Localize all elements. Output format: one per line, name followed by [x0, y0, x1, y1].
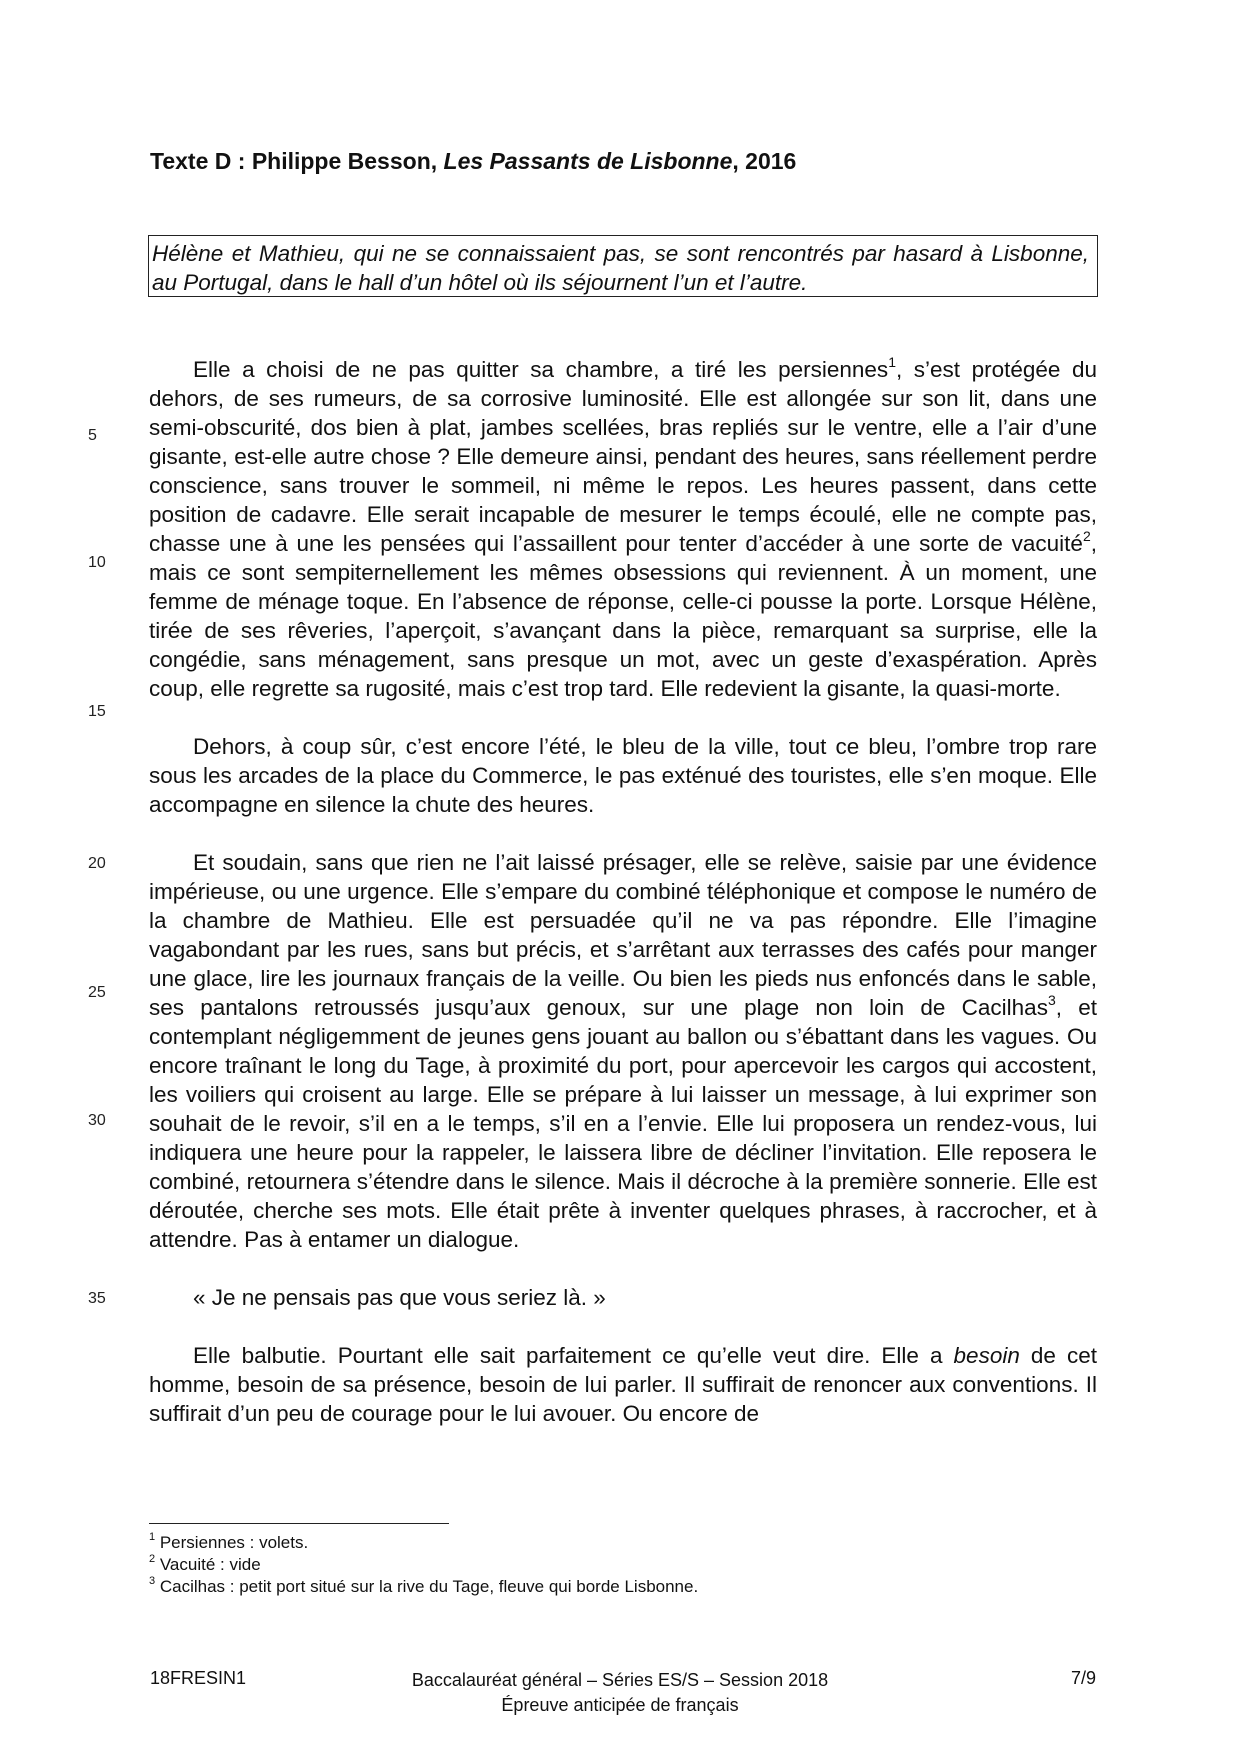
- line-number-30: 30: [88, 1112, 106, 1129]
- p3-part-a: Et soudain, sans que rien ne l’ait laissé présager, elle se relève, saisie par une évidence impérieuse, ou une urgence. Elle s’empare du combiné téléphonique et compose le numéro de la chambre de Mathieu. Elle est persuadée qu’il ne va pas répondre. Elle l’imagine vagabondant par les rues, sans but précis, et s’arrêtant aux terrasses des cafés pour manger une glace, lire les journaux français de la veille. Ou bien les pieds nus enfoncés dans le sable, ses pantalons retroussés jusqu’aux genoux, sur une plage non loin de Cacilhas: [149, 850, 1097, 1020]
- page-number: 7/9: [1070, 1668, 1096, 1688]
- paragraph-1: [149, 355, 1097, 703]
- text-body: [149, 355, 1097, 1428]
- p1-part-b: , s’est protégée du dehors, de ses rumeurs, de sa corrosive luminosité. Elle est allongée sur son lit, dans une semi-obscurité, dos bien à plat, jambes scellées, bras repliés sur le ventre, elle a l’air d’une gisante, est-elle autre chose ? Elle demeure ainsi, pendant des heures, sans réellement perdre conscience, sans trouver le sommeil, ni même le repos. Les heures passent, dans cette position de cadavre. Elle serait incapable de mesurer le temps écoulé, elle ne compte pas, chasse une à une les pensées qui l’assaillent pour tenter d’accéder à une sorte de vacuité: [149, 357, 1098, 556]
- paragraph-2: Dehors, à coup sûr, c’est encore l’été, le bleu de la ville, tout ce bleu, l’ombre trop rare sous les arcades de la place du Commerce, le pas exténué des touristes, elle s’en moque. Elle accompagne en silence la chute des heures.: [149, 734, 1097, 817]
- footnote-1-num: 1: [149, 1531, 156, 1544]
- line-number-35: 35: [88, 1290, 106, 1307]
- line-number-5: 5: [88, 427, 97, 444]
- line-number-20: 20: [88, 855, 106, 872]
- line-number-25: 25: [88, 984, 106, 1001]
- footnote-separator: [149, 1523, 449, 1524]
- footer-line-2: Épreuve anticipée de français: [501, 1695, 739, 1715]
- footnote-ref-2: 2: [1082, 527, 1091, 544]
- footer-center: [350, 1668, 890, 1718]
- title-prefix: Texte D : Philippe Besson,: [150, 148, 444, 174]
- paragraph-4: [149, 1341, 1097, 1428]
- footnote-2-num: 2: [149, 1553, 156, 1566]
- p4-emphasis: besoin: [953, 1343, 1020, 1368]
- footnote-3-text: Cacilhas : petit port situé sur la rive du Tage, fleuve qui borde Lisbonne.: [155, 1577, 699, 1596]
- p1-part-a: Elle a choisi de ne pas quitter sa chambre, a tiré les persiennes: [193, 357, 889, 382]
- text-title: [150, 148, 796, 175]
- footnotes: [149, 1532, 698, 1598]
- footnote-3-num: 3: [149, 1575, 156, 1588]
- footnote-ref-3: 3: [1047, 991, 1056, 1008]
- exam-code: 18FRESIN1: [150, 1668, 247, 1688]
- dialogue-line: « Je ne pensais pas que vous seriez là. »: [193, 1285, 606, 1310]
- footnote-3: [149, 1576, 698, 1598]
- footnote-1: [149, 1532, 698, 1554]
- p4-part-b: de cet homme, besoin de sa présence, besoin de lui parler. Il suffirait de renoncer aux conventions. Il suffirait d’un peu de courage pour le lui avouer. Ou encore de: [149, 1343, 1098, 1426]
- footer-line-1: Baccalauréat général – Séries ES/S – Session 2018: [411, 1670, 829, 1690]
- line-number-15: 15: [88, 703, 106, 720]
- book-title: Les Passants de Lisbonne: [443, 148, 733, 174]
- intro-box: Hélène et Mathieu, qui ne se connaissaient pas, se sont rencontrés par hasard à Lisbonne, au Portugal, dans le hall d’un hôtel où ils séjournent l’un et l’autre.: [148, 235, 1098, 297]
- title-suffix: , 2016: [732, 148, 797, 174]
- footnote-2-text: Vacuité : vide: [155, 1555, 261, 1574]
- p1-part-c: , mais ce sont sempiternellement les mêmes obsessions qui reviennent. À un moment, une femme de ménage toque. En l’absence de réponse, celle-ci pousse la porte. Lorsque Hélène, tirée de ses rêveries, l’aperçoit, s’avançant dans la pièce, remarquant sa surprise, elle la congédie, sans ménagement, sans presque un mot, avec un geste d’exaspération. Après coup, elle regrette sa rugosité, mais c’est trop tard. Elle redevient la gisante, la quasi-morte.: [149, 531, 1097, 701]
- footnote-ref-1: 1: [888, 353, 896, 370]
- footnote-1-text: Persiennes : volets.: [155, 1533, 309, 1552]
- p3-part-b: , et contemplant négligemment de jeunes gens jouant au ballon ou s’ébattant dans les vagues. Ou encore traînant le long du Tage, à proximité du port, pour apercevoir les cargos qui accostent, les voiliers qui croisent au large. Elle se prépare à lui laisser un message, à lui exprimer son souhait de le revoir, s’il en a le temps, s’il en a l’envie. Elle lui proposera un rendez-vous, lui indiquera une heure pour la rappeler, le laissera libre de décliner l’invitation. Elle reposera le combiné, retournera s’étendre dans le silence. Mais il décroche à la première sonnerie. Elle est déroutée, cherche ses mots. Elle était prête à inventer quelques phrases, à raccrocher, et à attendre. Pas à entamer un dialogue.: [149, 995, 1097, 1252]
- paragraph-3: [149, 848, 1097, 1254]
- p4-part-a: Elle balbutie. Pourtant elle sait parfaitement ce qu’elle veut dire. Elle a: [193, 1343, 954, 1368]
- line-number-10: 10: [88, 554, 106, 571]
- footnote-2: [149, 1554, 698, 1576]
